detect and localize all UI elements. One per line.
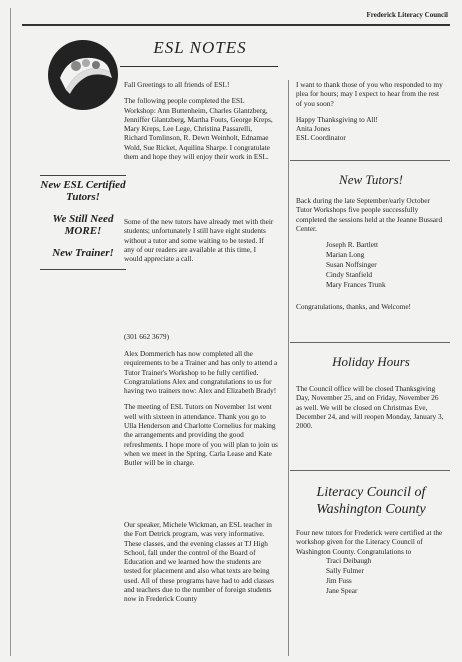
new-tutors-text: Back during the late September/early October Tutor Workshops five people successfully completed the sessions held at the Jeanne Bussard Center. bbox=[296, 196, 443, 233]
washington-title-line1: Literacy Council of bbox=[316, 485, 426, 500]
washington-section bbox=[296, 528, 446, 596]
signature-name: Anita Jones bbox=[296, 124, 331, 134]
esl-speaker bbox=[124, 520, 278, 611]
sidebar-rule bbox=[40, 175, 126, 176]
name-item: Joseph R. Bartlett bbox=[326, 240, 379, 250]
section-rule bbox=[290, 160, 450, 161]
esl-closing bbox=[296, 80, 446, 143]
phone-number: (301 662 3679) bbox=[124, 332, 169, 341]
tutors-congrats: Congratulations, thanks, and Welcome! bbox=[296, 302, 411, 312]
title-rule bbox=[120, 66, 278, 67]
holiday-hours-title: Holiday Hours bbox=[332, 354, 410, 369]
name-item: Susan Noffsinger bbox=[326, 260, 377, 270]
newsletter-header: Frederick Literacy Council bbox=[366, 11, 448, 19]
esl-plea-text: I want to thank those of you who responded to my plea for hours; may I expect to hear from the rest of you soon? bbox=[296, 80, 443, 108]
esl-trainer-text: Alex Dommerich has now completed all the requirements to be a Trainer and has only to attend a Tutor Trainer's Workshop to be fully certified. Congratulations Alex and congratulations to us for having two trainers now: Alex and Elizabeth Brady! bbox=[124, 349, 278, 396]
name-item: Jim Fuss bbox=[326, 575, 352, 585]
holiday-section bbox=[296, 384, 446, 437]
column-divider bbox=[288, 80, 289, 656]
esl-workshop-list: The following people completed the ESL Workshop: Ann Buttenheim, Charles Glantzberg, Jenniffer Glantzberg, Martha Fouts, George Kreps, Mary Kreps, Lee Lege, Christina Passarelli, Richard Tomlinson, R. Dewn Weinholt, Ednamae Wold, Sue Ricket, Aquilina Sharpe. I congratulate them and hope they will enjoy their work in ESL. bbox=[124, 96, 273, 162]
header-rule bbox=[22, 24, 450, 26]
esl-need-tutors bbox=[124, 217, 274, 270]
section-rule bbox=[290, 342, 450, 343]
tutor-names-list bbox=[326, 240, 446, 290]
esl-speaker-text: Our speaker, Michele Wickman, an ESL teacher in the Fort Detrick program, was very informative. These classes, and the evening classes at TJ High School, fall under the control of the Board of Education and we learned how the students are tested for placement and also what texts are being used. All of these programs have had to add classes and teachers due to the number of foreign students now in Frederick County bbox=[124, 520, 274, 604]
name-item: Sally Fulmer bbox=[326, 565, 364, 575]
callout-need-more: We Still Need MORE! bbox=[52, 213, 114, 237]
new-tutors-title: New Tutors! bbox=[339, 172, 403, 187]
esl-intro bbox=[124, 80, 274, 168]
thanksgiving-text: Happy Thanksgiving to All! bbox=[296, 114, 378, 124]
washington-title bbox=[296, 484, 446, 518]
callout-certified: New ESL Certified Tutors! bbox=[40, 179, 126, 203]
name-item: Mary Frances Trunk bbox=[326, 280, 386, 290]
esl-need-text: Some of the new tutors have already met with their students; unfortunately I still have eight students without a tutor and some waiting to be tested. If any of our readers are available at this time, I would appreciate a call. bbox=[124, 217, 274, 264]
signature-title: ESL Coordinator bbox=[296, 133, 346, 143]
esl-greeting: Fall Greetings to all friends of ESL! bbox=[124, 80, 230, 89]
sidebar-callouts bbox=[40, 175, 126, 273]
section-rule bbox=[290, 470, 450, 471]
name-item: Traci Deibaugh bbox=[326, 555, 372, 565]
esl-meeting-text: The meeting of ESL Tutors on November 1st went well with sixteen in attendance. Thank you go to Ulla Henderson and Charlotte Cornelius for making the arrangements and providing the good refreshments. I hope more of you will plan to join us when we meet in the Spring. Carla Lease and Kate Butler will be in charge. bbox=[124, 402, 278, 468]
name-item: Cindy Stanfield bbox=[326, 270, 373, 280]
callout-new-trainer: New Trainer! bbox=[52, 247, 114, 259]
washington-names-list bbox=[326, 556, 446, 596]
washington-title-line2: Washington County bbox=[316, 502, 426, 517]
cornucopia-logo bbox=[46, 38, 120, 112]
name-item: Marian Long bbox=[326, 250, 365, 260]
new-tutors-section bbox=[296, 196, 446, 318]
holiday-text: The Council office will be closed Thanksgiving Day, November 25, and on Friday, November 26 as well. We will be closed on Christmas Eve, December 24, and will reopen Monday, January 3, 2000. bbox=[296, 384, 444, 431]
sidebar-rule-bottom bbox=[40, 269, 126, 270]
name-item: Jane Spear bbox=[326, 585, 358, 595]
washington-text: Four new tutors for Frederick were certified at the workshop given for the Literacy Council of Washington County. Congratulations to bbox=[296, 528, 443, 556]
esl-news bbox=[124, 349, 278, 475]
esl-notes-title: ESL NOTES bbox=[153, 38, 247, 57]
